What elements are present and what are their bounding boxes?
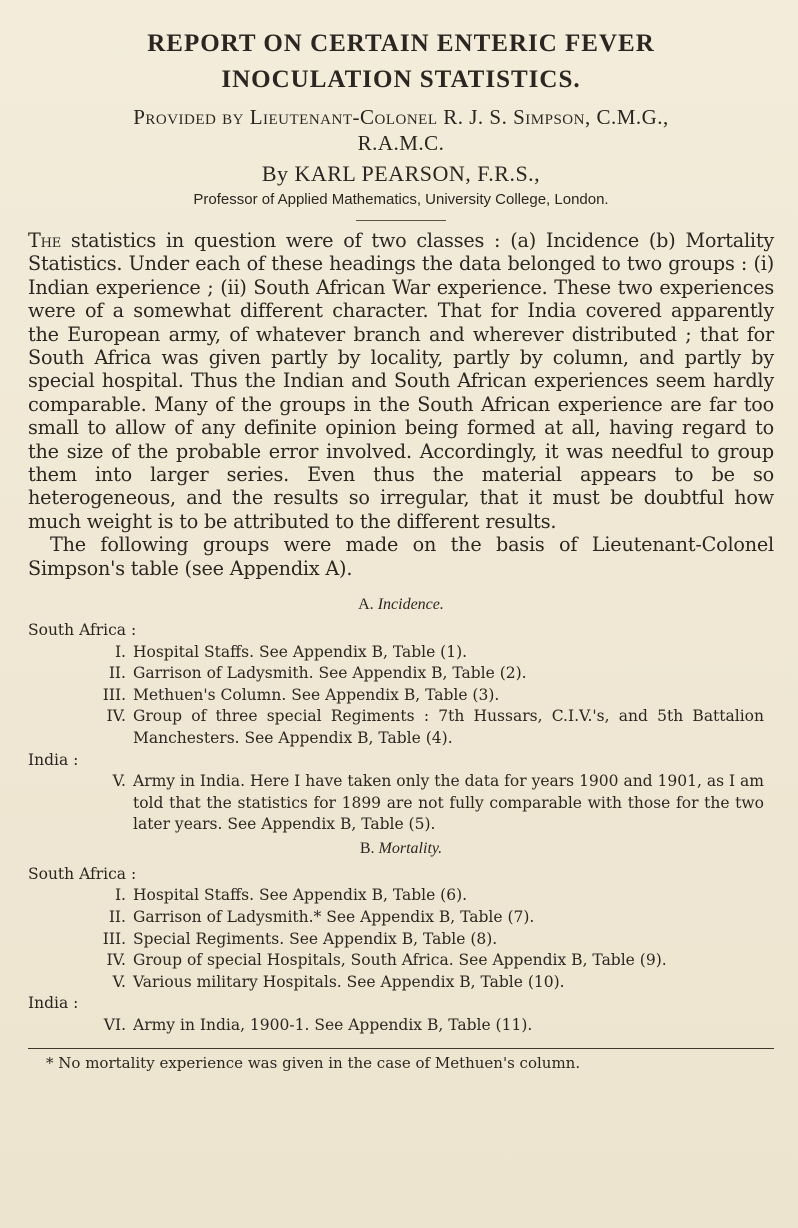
section-a-letter: A. bbox=[358, 596, 374, 614]
section-b-letter: B. bbox=[359, 839, 375, 857]
section-a-south-africa-label: South Africa : bbox=[28, 621, 137, 640]
list-item-text: Group of three special Regiments : 7th Hussars, C.I.V.'s, and 5th Battalion Manchesters. See Appendix B, Table (4). bbox=[133, 707, 764, 747]
section-a-heading bbox=[28, 594, 774, 616]
list-item-number: IV. bbox=[106, 707, 126, 726]
list-item bbox=[28, 972, 774, 994]
intro-paragraph bbox=[28, 229, 774, 533]
author-byline: By KARL PEARSON, F.R.S., bbox=[261, 161, 541, 186]
list-item-number: V. bbox=[112, 772, 126, 791]
author-affiliation: Professor of Applied Mathematics, University College, London. bbox=[193, 191, 609, 208]
list-item bbox=[28, 771, 774, 836]
list-item bbox=[28, 950, 774, 972]
footnote: * No mortality experience was given in the case of Methuen's column. bbox=[46, 1054, 581, 1073]
intro-lead-word: The bbox=[28, 229, 62, 252]
list-item bbox=[28, 885, 774, 907]
list-item-text: Army in India, 1900-1. See Appendix B, Table (11). bbox=[133, 1015, 533, 1034]
list-item-number: I. bbox=[114, 886, 126, 905]
list-item-text: Garrison of Ladysmith. See Appendix B, Table (2). bbox=[133, 664, 527, 683]
list-item bbox=[28, 907, 774, 929]
report-title-line-1: REPORT ON CERTAIN ENTERIC FEVER bbox=[147, 30, 655, 57]
list-item-text: Garrison of Ladysmith.* See Appendix B, Table (7). bbox=[133, 907, 535, 926]
report-title-line-2: INOCULATION STATISTICS. bbox=[221, 66, 581, 93]
list-item bbox=[28, 929, 774, 951]
list-item-number: IV. bbox=[106, 951, 126, 970]
list-item bbox=[28, 706, 774, 749]
list-item-text: Various military Hospitals. See Appendix B, Table (10). bbox=[133, 972, 565, 991]
list-item-number: III. bbox=[102, 685, 126, 704]
list-item-number: V. bbox=[112, 972, 126, 991]
section-a-title: Incidence. bbox=[377, 596, 444, 614]
list-item bbox=[28, 1015, 774, 1037]
section-b-heading bbox=[28, 838, 774, 860]
section-b-india-label: India : bbox=[28, 994, 79, 1013]
provided-by-line-1: Provided by Lieutenant-Colonel R. J. S. Simpson, C.M.G., bbox=[133, 105, 669, 129]
list-item bbox=[28, 685, 774, 707]
section-b-south-africa-label: South Africa : bbox=[28, 864, 137, 883]
groups-paragraph: The following groups were made on the basis of Lieutenant-Colonel Simpson's table (see Appendix A). bbox=[28, 533, 774, 580]
list-item-number: I. bbox=[114, 642, 126, 661]
list-item-text: Hospital Staffs. See Appendix B, Table (6). bbox=[133, 886, 468, 905]
list-item-number: II. bbox=[108, 907, 126, 926]
section-a-india-label: India : bbox=[28, 750, 79, 769]
list-item-number: II. bbox=[108, 664, 126, 683]
intro-paragraph-text: statistics in question were of two classes : (a) Incidence (b) Mortality Statistics. Under each of these headings the data belonged to two groups : (i) Indian experience ; (ii) South African War experience. These two experiences were of a somewhat different character. That for India covered apparently the European army, of whatever branch and wherever distributed ; that for South Africa was given partly by locality, partly by column, and partly by special hospital. Thus the Indian and South African experiences seem hardly comparable. Many of the groups in the South African experience are far too small to allow of any definite opinion being formed at all, having regard to the size of the probable error involved. Accordingly, it was needful to group them into larger series. Even thus the material appears to be so heterogeneous, and the results so irregular, that it must be doubtful how much weight is to be attributed to the different results. bbox=[28, 229, 774, 533]
section-b-title: Mortality. bbox=[378, 839, 443, 857]
list-item-text: Army in India. Here I have taken only the data for years 1900 and 1901, as I am told that the statistics for 1899 are not fully comparable with those for the two later years. See Appendix B, Table (5). bbox=[133, 772, 764, 834]
footnote-divider bbox=[28, 1048, 774, 1049]
provided-by-line-2: R.A.M.C. bbox=[357, 131, 445, 155]
list-item-number: III. bbox=[102, 929, 126, 948]
title-divider bbox=[356, 220, 446, 221]
list-item bbox=[28, 663, 774, 685]
list-item-text: Special Regiments. See Appendix B, Table (8). bbox=[133, 929, 498, 948]
list-item-text: Group of special Hospitals, South Africa. See Appendix B, Table (9). bbox=[133, 951, 667, 970]
list-item-text: Hospital Staffs. See Appendix B, Table (1). bbox=[133, 642, 468, 661]
list-item-text: Methuen's Column. See Appendix B, Table (3). bbox=[133, 685, 500, 704]
list-item bbox=[28, 642, 774, 664]
list-item-number: VI. bbox=[103, 1015, 126, 1034]
